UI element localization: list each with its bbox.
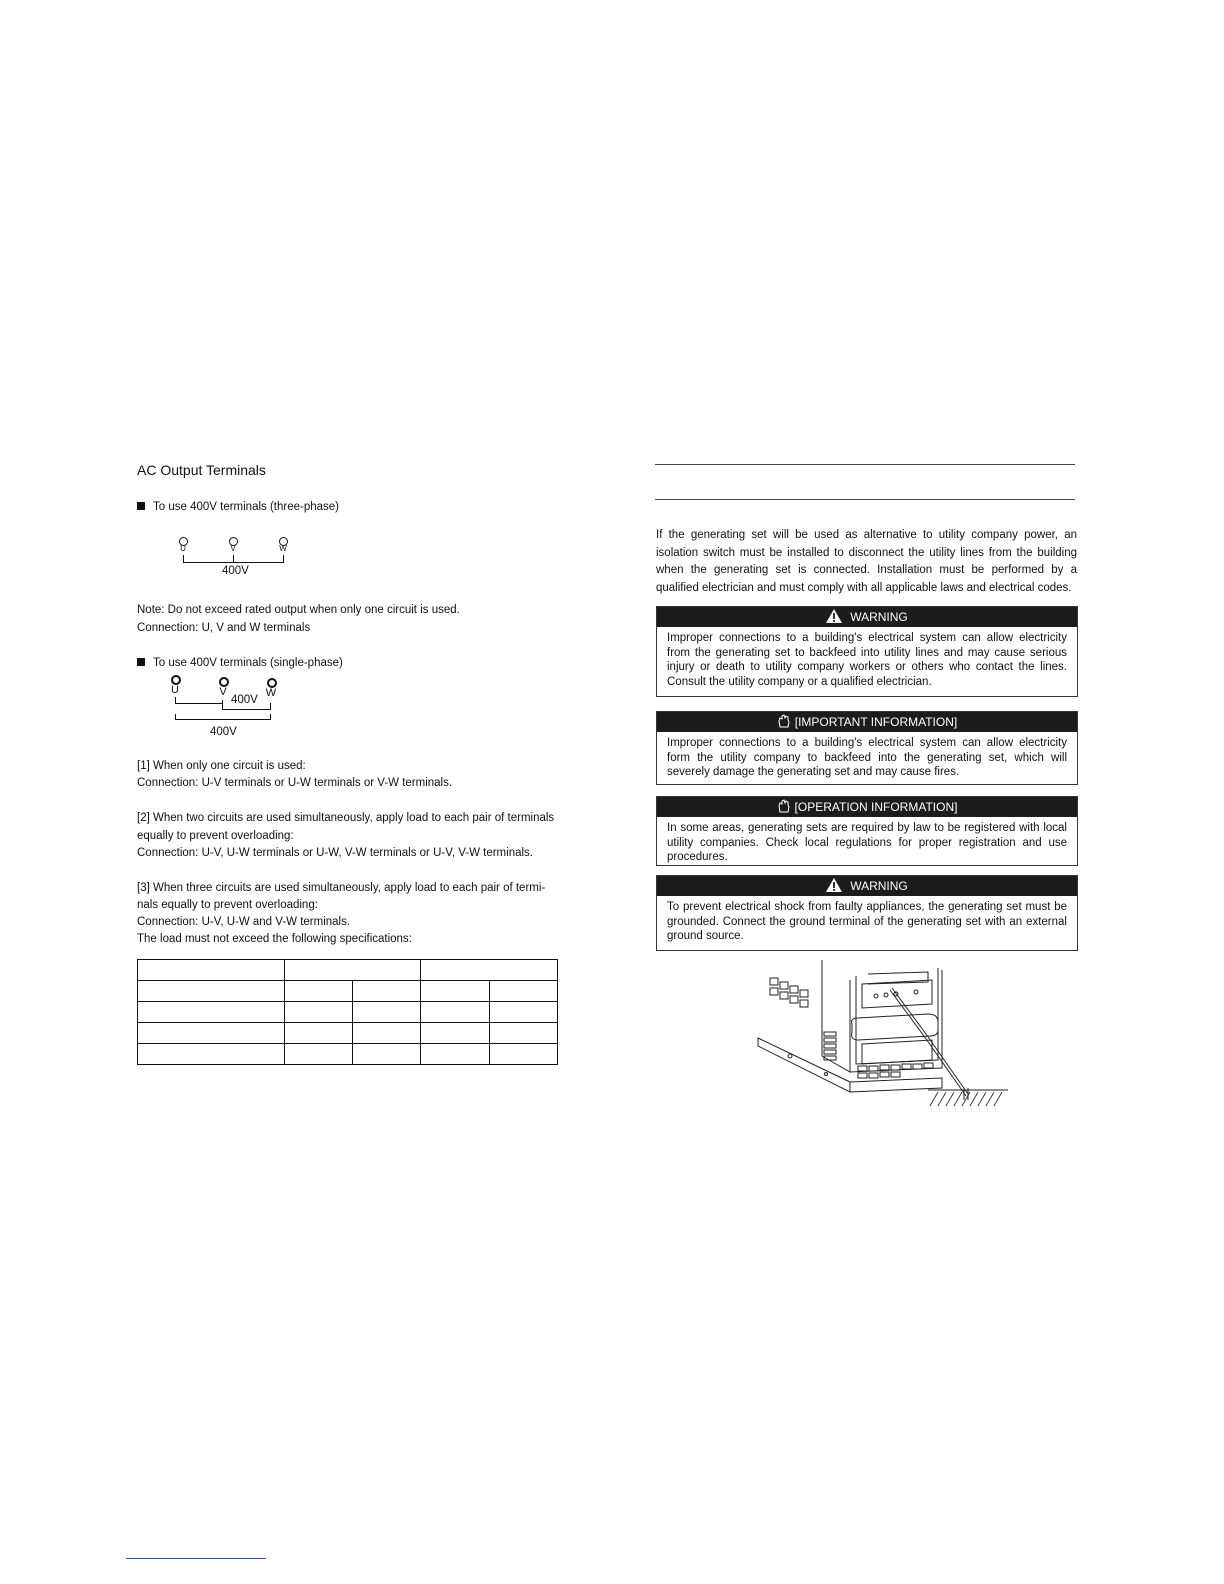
case1-line1: [1] When only one circuit is used: <box>137 760 306 772</box>
table-row <box>138 1002 558 1023</box>
terminal-v-label: V <box>230 544 236 553</box>
table-cell <box>490 981 558 1002</box>
wire-vw <box>222 709 271 710</box>
important-body: Improper connections to a building's electrical system can allow electricity form the utility company to backfeed into the generating set, which will severely damage the generating set and may cause fires. <box>667 737 1067 779</box>
terminal-v-label: V <box>219 686 227 698</box>
single-phase-heading-text: To use 400V terminals (single-phase) <box>153 657 343 669</box>
wire-w <box>270 703 271 710</box>
warning-triangle-icon <box>826 878 842 892</box>
table-cell <box>421 1023 490 1044</box>
warning-box-backfeed <box>656 606 1078 697</box>
warning-triangle-icon <box>826 609 842 623</box>
warning-box-ground <box>656 875 1078 951</box>
footer-link-underline <box>126 1558 266 1559</box>
table-cell <box>285 1044 353 1065</box>
wire-right <box>283 555 284 562</box>
table-row <box>138 981 558 1002</box>
single-phase-heading <box>137 655 343 672</box>
wire-left <box>183 555 184 562</box>
wire-long <box>175 719 271 720</box>
table-cell <box>353 981 421 1002</box>
operation-title: [OPERATION INFORMATION] <box>794 800 958 814</box>
case2-line2: equally to prevent overloading: <box>137 830 294 842</box>
operation-header <box>657 797 1077 817</box>
table-cell <box>421 960 558 981</box>
warning-title: WARNING <box>850 879 908 893</box>
warning-header <box>657 876 1077 896</box>
wire-uv <box>175 703 222 704</box>
case2-line3: Connection: U-V, U-W terminals or U-W, V-W terminals or U-V, V-W terminals. <box>137 847 533 859</box>
table-cell <box>353 1023 421 1044</box>
intro-paragraph: If the generating set will be used as alternative to utility company power, an isolation switch must be installed to disconnect the utility lines from the building when the generating set is connected. Installation must be performed by a qualified electrician and must comply with all applicable laws and electrical codes. <box>656 529 1077 594</box>
case3-line4: The load must not exceed the following specifications: <box>137 933 412 945</box>
table-cell <box>138 1023 285 1044</box>
three-phase-voltage: 400V <box>222 565 249 577</box>
table-row <box>138 1023 558 1044</box>
table-cell <box>421 1044 490 1065</box>
bullet-square-icon <box>137 658 145 666</box>
hand-icon <box>777 799 791 813</box>
single-phase-voltage-short: 400V <box>231 694 258 706</box>
table-cell <box>138 960 285 981</box>
table-row <box>138 960 558 981</box>
table-cell <box>138 981 285 1002</box>
case3-line1: [3] When three circuits are used simultaneously, apply load to each pair of termi- <box>137 882 546 894</box>
terminal-w-label: W <box>265 687 277 699</box>
header-rule-bottom <box>655 499 1075 500</box>
warning-body: To prevent electrical shock from faulty appliances, the generating set must be grounded. Connect the ground terminal of the generating set with an external ground source. <box>667 901 1067 943</box>
three-phase-note: Note: Do not exceed rated output when only one circuit is used. <box>137 604 460 616</box>
section-title: AC Output Terminals <box>137 462 266 478</box>
table-cell <box>285 1023 353 1044</box>
wire-mid <box>233 555 234 562</box>
operation-info-box <box>656 796 1078 866</box>
generator-ground-illustration <box>752 960 1012 1110</box>
case3-line2: nals equally to prevent overloading: <box>137 899 318 911</box>
three-phase-connection: Connection: U, V and W terminals <box>137 622 311 634</box>
case1-line2: Connection: U-V terminals or U-W terminals or V-W terminals. <box>137 777 453 789</box>
case2-line1: [2] When two circuits are used simultaneously, apply load to each pair of terminals <box>137 812 555 824</box>
warning-header <box>657 607 1077 627</box>
terminal-u-label: U <box>180 544 186 553</box>
table-cell <box>353 1002 421 1023</box>
three-phase-heading <box>137 499 339 516</box>
table-cell <box>490 1002 558 1023</box>
terminal-u-label: U <box>171 684 179 696</box>
terminal-w-label: W <box>279 544 287 553</box>
warning-title: WARNING <box>850 610 908 624</box>
single-phase-voltage-long: 400V <box>210 726 237 738</box>
three-phase-heading-text: To use 400V terminals (three-phase) <box>153 501 340 513</box>
table-cell <box>421 981 490 1002</box>
important-title: [IMPORTANT INFORMATION] <box>794 715 958 729</box>
table-cell <box>421 1002 490 1023</box>
table-cell <box>490 1044 558 1065</box>
table-cell <box>353 1044 421 1065</box>
table-cell <box>138 1002 285 1023</box>
table-cell <box>285 960 421 981</box>
hand-icon <box>777 714 791 728</box>
table-cell <box>285 1002 353 1023</box>
important-info-box <box>656 711 1078 785</box>
table-cell <box>490 1023 558 1044</box>
operation-body: In some areas, generating sets are required by law to be registered with local utility companies. Check local regulations for proper registration and use procedures. <box>667 822 1067 864</box>
header-rule-top <box>655 464 1075 465</box>
table-cell <box>285 981 353 1002</box>
table-cell <box>138 1044 285 1065</box>
case3-line3: Connection: U-V, U-W and V-W terminals. <box>137 916 351 928</box>
bullet-square-icon <box>137 502 145 510</box>
important-header <box>657 712 1077 732</box>
load-spec-table <box>137 959 558 1065</box>
table-row <box>138 1044 558 1065</box>
warning-body: Improper connections to a building's electrical system can allow electricity from the generating set to backfeed into utility lines and may cause serious injury or death to utility company workers or others who contact the lines. Consult the utility company or a qualified electrician. <box>667 632 1067 689</box>
